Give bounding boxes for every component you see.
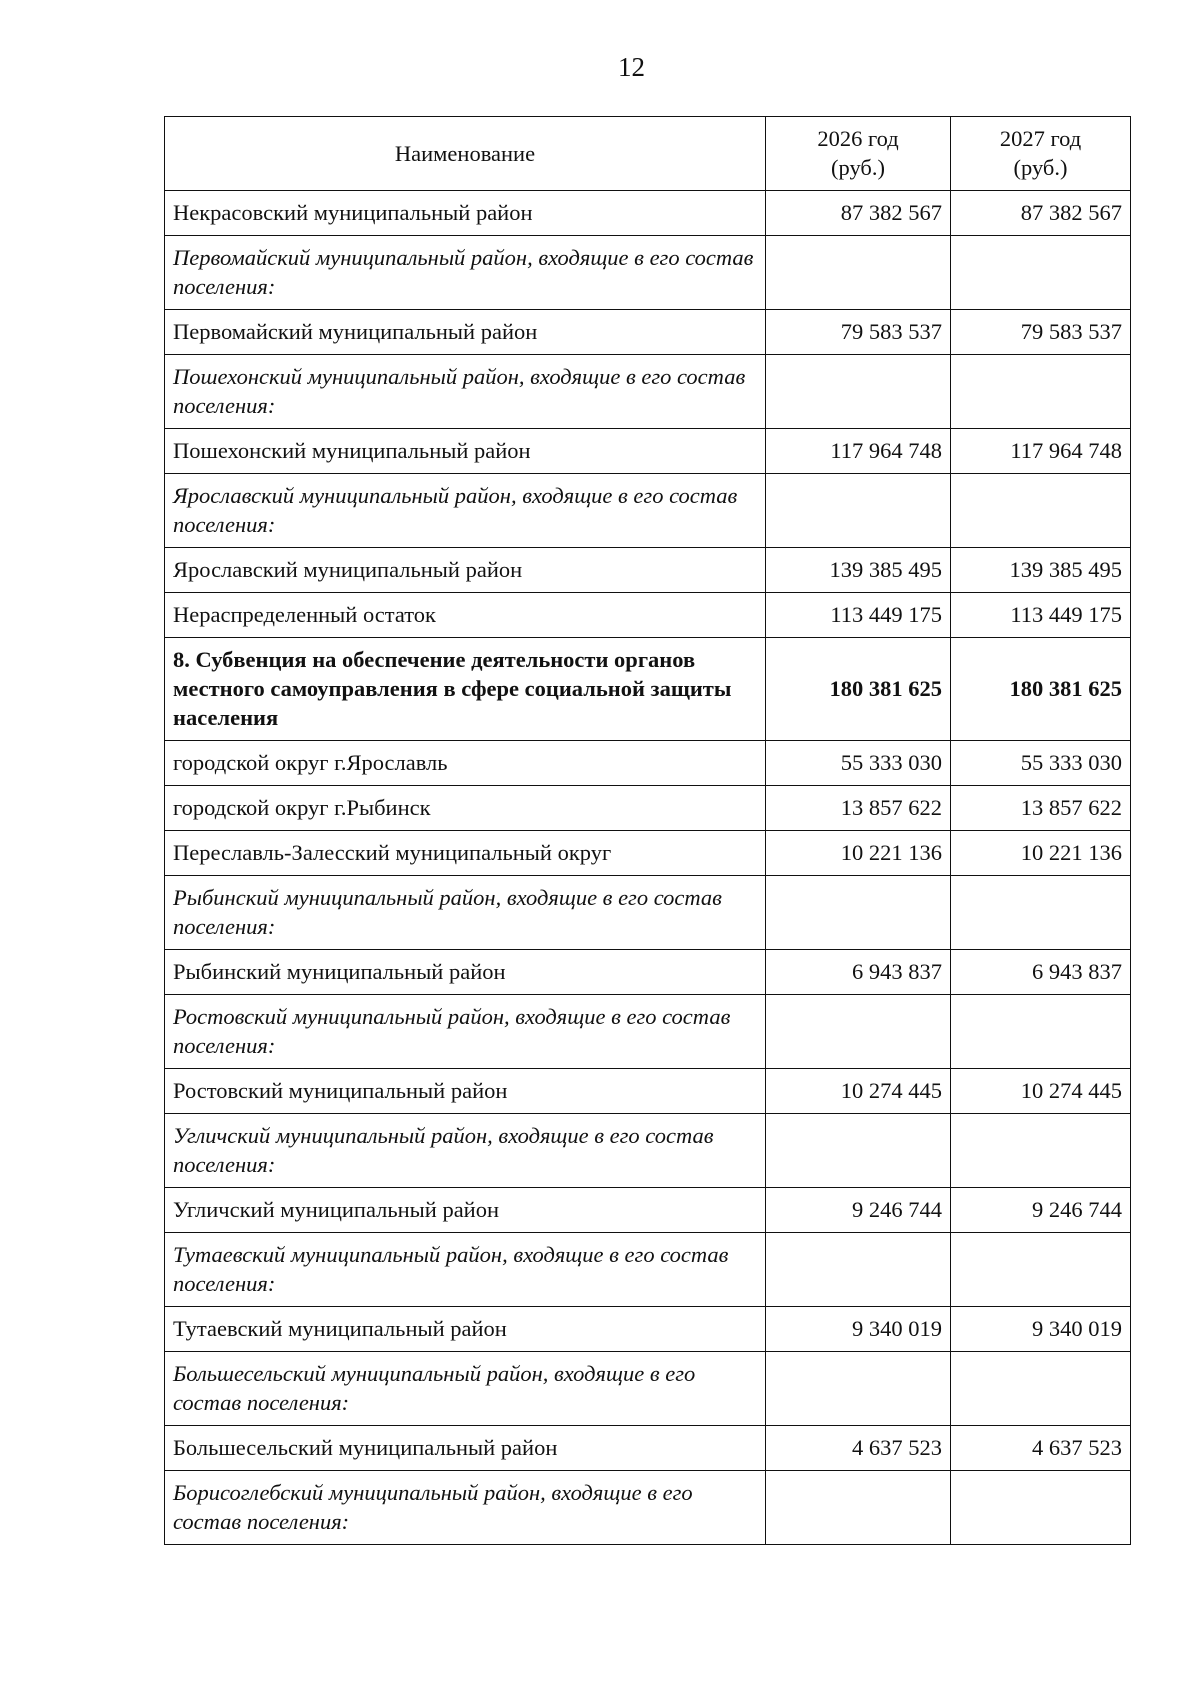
row-name-cell: Первомайский муниципальный район, входящие в его состав поселения: — [165, 236, 766, 310]
table-header-row — [165, 117, 1131, 191]
table-row — [165, 1352, 1131, 1426]
table-row — [165, 593, 1131, 638]
row-value-2027-cell: 10 274 445 — [951, 1069, 1131, 1114]
table-row — [165, 831, 1131, 876]
table-row — [165, 191, 1131, 236]
row-value-2026-cell — [766, 995, 951, 1069]
row-value-2026-cell — [766, 876, 951, 950]
row-value-2027-cell: 87 382 567 — [951, 191, 1131, 236]
row-value-2027-cell — [951, 355, 1131, 429]
row-name-cell: Угличский муниципальный район, входящие в его состав поселения: — [165, 1114, 766, 1188]
row-value-2027-cell — [951, 1233, 1131, 1307]
row-value-2027-cell — [951, 1114, 1131, 1188]
row-value-2027-cell: 9 340 019 — [951, 1307, 1131, 1352]
row-value-2026-cell: 13 857 622 — [766, 786, 951, 831]
table-row — [165, 310, 1131, 355]
row-name-cell: городской округ г.Ярославль — [165, 741, 766, 786]
row-value-2026-cell — [766, 355, 951, 429]
row-name-cell: Большесельский муниципальный район, входящие в его состав поселения: — [165, 1352, 766, 1426]
row-value-2026-cell — [766, 1471, 951, 1545]
row-value-2026-cell: 55 333 030 — [766, 741, 951, 786]
row-name-cell: Пошехонский муниципальный район — [165, 429, 766, 474]
table-row — [165, 429, 1131, 474]
table-body — [165, 191, 1131, 1545]
row-value-2027-cell — [951, 1352, 1131, 1426]
budget-table — [164, 116, 1131, 1545]
row-value-2026-cell: 87 382 567 — [766, 191, 951, 236]
row-value-2027-cell: 180 381 625 — [951, 638, 1131, 741]
column-header-2027-year: 2027 год — [999, 126, 1082, 151]
row-value-2026-cell: 10 274 445 — [766, 1069, 951, 1114]
row-name-cell: Первомайский муниципальный район — [165, 310, 766, 355]
row-value-2026-cell: 10 221 136 — [766, 831, 951, 876]
row-name-cell: Борисоглебский муниципальный район, входящие в его состав поселения: — [165, 1471, 766, 1545]
row-name-cell: 8. Субвенция на обеспечение деятельности органов местного самоуправления в сфере социальной защиты населения — [165, 638, 766, 741]
row-name-cell: Переславль-Залесский муниципальный округ — [165, 831, 766, 876]
row-name-cell: Ростовский муниципальный район, входящие в его состав поселения: — [165, 995, 766, 1069]
row-value-2027-cell: 117 964 748 — [951, 429, 1131, 474]
row-name-cell: Некрасовский муниципальный район — [165, 191, 766, 236]
row-name-cell: Большесельский муниципальный район — [165, 1426, 766, 1471]
row-name-cell: Ярославский муниципальный район, входящие в его состав поселения: — [165, 474, 766, 548]
column-header-2026 — [766, 117, 951, 191]
row-value-2027-cell: 13 857 622 — [951, 786, 1131, 831]
table-row — [165, 474, 1131, 548]
row-value-2026-cell: 113 449 175 — [766, 593, 951, 638]
row-value-2026-cell — [766, 1233, 951, 1307]
row-value-2027-cell — [951, 474, 1131, 548]
row-value-2026-cell: 180 381 625 — [766, 638, 951, 741]
row-name-cell: Тутаевский муниципальный район, входящие в его состав поселения: — [165, 1233, 766, 1307]
page-number: 12 — [618, 52, 645, 82]
row-value-2026-cell: 6 943 837 — [766, 950, 951, 995]
row-name-cell: Рыбинский муниципальный район — [165, 950, 766, 995]
row-name-cell: Рыбинский муниципальный район, входящие в его состав поселения: — [165, 876, 766, 950]
column-header-2027-unit: (руб.) — [1013, 155, 1068, 180]
row-value-2026-cell: 139 385 495 — [766, 548, 951, 593]
table-row — [165, 236, 1131, 310]
row-value-2027-cell — [951, 236, 1131, 310]
row-value-2026-cell: 117 964 748 — [766, 429, 951, 474]
row-value-2027-cell: 4 637 523 — [951, 1426, 1131, 1471]
row-value-2026-cell: 4 637 523 — [766, 1426, 951, 1471]
row-value-2027-cell: 113 449 175 — [951, 593, 1131, 638]
row-name-cell: Ростовский муниципальный район — [165, 1069, 766, 1114]
table-row — [165, 638, 1131, 741]
row-name-cell: городской округ г.Рыбинск — [165, 786, 766, 831]
table-row — [165, 1188, 1131, 1233]
row-value-2026-cell: 79 583 537 — [766, 310, 951, 355]
row-value-2027-cell: 9 246 744 — [951, 1188, 1131, 1233]
row-value-2027-cell: 6 943 837 — [951, 950, 1131, 995]
table-row — [165, 548, 1131, 593]
row-name-cell: Угличский муниципальный район — [165, 1188, 766, 1233]
row-value-2027-cell — [951, 1471, 1131, 1545]
row-value-2026-cell — [766, 236, 951, 310]
row-name-cell: Пошехонский муниципальный район, входящие в его состав поселения: — [165, 355, 766, 429]
table-row — [165, 741, 1131, 786]
column-header-2026-year: 2026 год — [817, 126, 899, 151]
table-row — [165, 786, 1131, 831]
column-header-name: Наименование — [165, 117, 766, 191]
row-value-2027-cell: 139 385 495 — [951, 548, 1131, 593]
table-row — [165, 1069, 1131, 1114]
row-value-2027-cell: 55 333 030 — [951, 741, 1131, 786]
table-row — [165, 1426, 1131, 1471]
row-value-2026-cell — [766, 474, 951, 548]
row-value-2027-cell: 79 583 537 — [951, 310, 1131, 355]
row-value-2027-cell: 10 221 136 — [951, 831, 1131, 876]
table-row — [165, 1471, 1131, 1545]
row-name-cell: Тутаевский муниципальный район — [165, 1307, 766, 1352]
column-header-2027 — [951, 117, 1131, 191]
row-value-2027-cell — [951, 876, 1131, 950]
table-row — [165, 950, 1131, 995]
column-header-2026-unit: (руб.) — [831, 155, 885, 180]
table-row — [165, 1114, 1131, 1188]
row-name-cell: Нераспределенный остаток — [165, 593, 766, 638]
table-row — [165, 1307, 1131, 1352]
table-row — [165, 1233, 1131, 1307]
table-row — [165, 876, 1131, 950]
row-value-2026-cell — [766, 1352, 951, 1426]
table-row — [165, 995, 1131, 1069]
row-value-2026-cell: 9 246 744 — [766, 1188, 951, 1233]
row-value-2026-cell — [766, 1114, 951, 1188]
table-row — [165, 355, 1131, 429]
row-value-2026-cell: 9 340 019 — [766, 1307, 951, 1352]
row-name-cell: Ярославский муниципальный район — [165, 548, 766, 593]
row-value-2027-cell — [951, 995, 1131, 1069]
